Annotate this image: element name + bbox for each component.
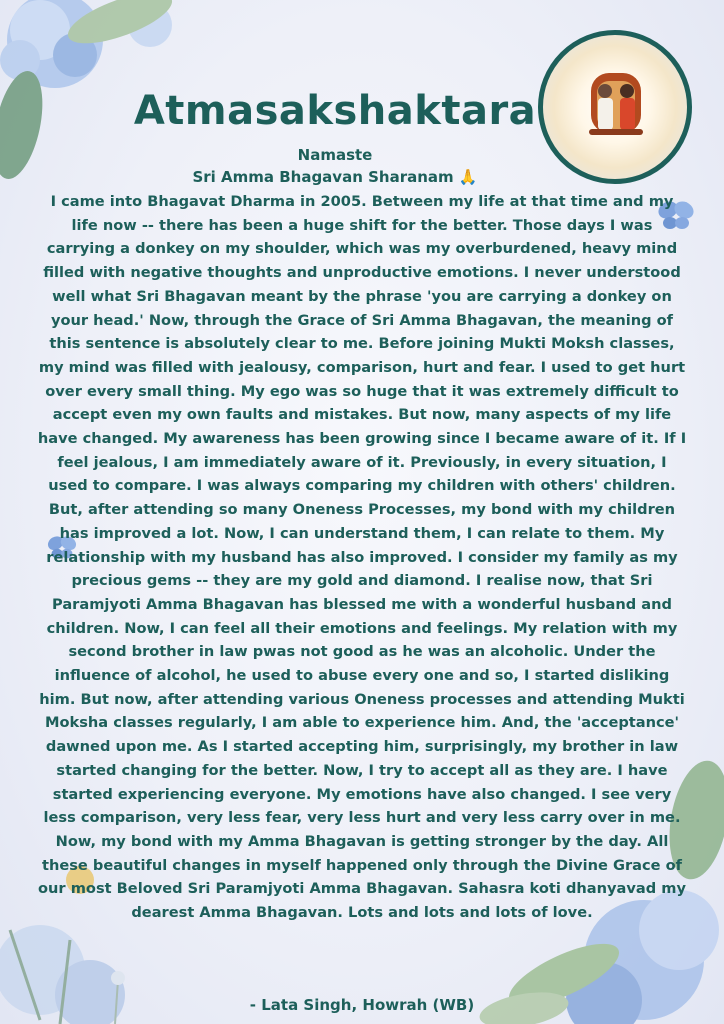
greeting-namaste: Namaste <box>297 146 373 164</box>
testimonial-body: I came into Bhagavat Dharma in 2005. Between my life at that time and my life now -- there has been a huge shift for the better. Those days I was carrying a donkey on my shoulder, which was my overburdened, heavy mind filled with negative thoughts and unproductive emotions. I never understood well what Sri Bhagavan meant by the phrase 'you are carrying a donkey on your head.' Now, through the Grace of Sri Amma Bhagavan, the meaning of this sentence is absolutely clear to me. Before joining Mukti Moksh classes, my mind was filled with jealousy, comparison, hurt and fear. I used to get hurt over every small thing. My ego was so huge that it was extremely difficult to accept even my own faults and mistakes. But now, many aspects of my life have changed. My awareness has been growing since I became aware of it. If I feel jealous, I am immediately aware of it. Previously, in every situation, I used to compare. I was always comparing my children with others' children. But, after attending so many Oneness Processes, my bond with my children has improved a lot. Now, I can understand them, I can relate to them. My relationship with my husband has also improved. I consider my family as my precious gems -- they are my gold and diamond. I realise now, that Sri Paramjyoti Amma Bhagavan has blessed me with a wonderful husband and children. Now, I can feel all their emotions and feelings. My relation with my second brother in law pwas not good as he was an alcoholic. Under the influence of alcohol, he used to abuse every one and so, I started disliking him. But now, after attending various Oneness processes and attending Mukti Moksha classes regularly, I am able to experience him. And, the 'acceptance' dawned upon me. As I started accepting him, surprisingly, my brother in law started changing for the better. Now, I try to accept all as they are. I have started experiencing everyone. My emotions have also changed. I see very less comparison, very less fear, very less hurt and very less carry over in me. Now, my bond with my Amma Bhagavan is getting stronger by the day. All these beautiful changes in myself happened only through the Divine Grace of our most Beloved Sri Paramjyoti Amma Bhagavan. Sahasra koti dhanyavad my dearest Amma Bhagavan. Lots and lots and lots of love. <box>37 193 687 922</box>
greeting-sharanam: Sri Amma Bhagavan Sharanam 🙏 <box>192 168 478 186</box>
page-title: Atmasakshaktara <box>133 88 537 134</box>
author-signature: - Lata Singh, Howrah (WB) <box>249 996 475 1014</box>
